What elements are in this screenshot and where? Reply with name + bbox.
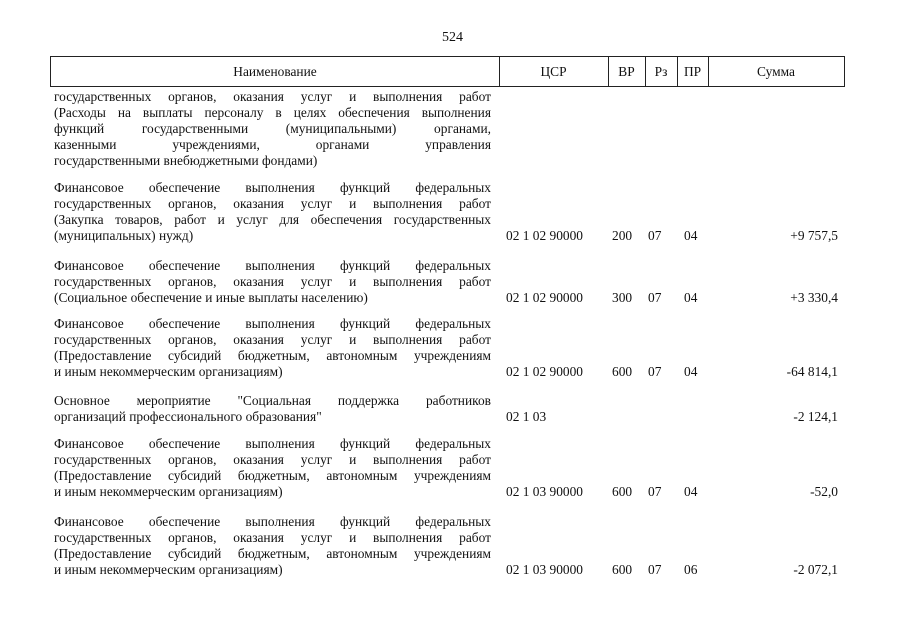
- row-name: [54, 316, 491, 380]
- row-name-line: и иным некоммерческим организациям): [54, 562, 283, 577]
- header-rz: Рз: [654, 64, 668, 79]
- row-name-line: государственных органов, оказания услуг и выполнения работ: [54, 274, 491, 289]
- row-csr: 02 1 03 90000: [506, 562, 583, 577]
- row-name-line: государственных органов, оказания услуг и выполнения работ: [54, 196, 491, 211]
- row-vr: 300: [612, 290, 633, 305]
- row-name: [54, 89, 491, 169]
- row-name-line: государственных органов, оказания услуг и выполнения работ: [54, 89, 491, 104]
- row-pr: 06: [684, 562, 698, 577]
- row-pr: 04: [684, 290, 698, 305]
- row-name-line: (Расходы на выплаты персоналу в целях обеспечения выполнения: [54, 105, 491, 120]
- header-csr: ЦСР: [540, 64, 567, 79]
- row-pr: 04: [684, 228, 698, 243]
- row-name: [54, 180, 491, 244]
- row-csr: 02 1 02 90000: [506, 228, 583, 243]
- row-name: [54, 436, 491, 500]
- row-name-line: (Закупка товаров, работ и услуг для обеспечения государственных: [54, 212, 491, 227]
- row-csr: 02 1 03 90000: [506, 484, 583, 499]
- row-rz: 07: [648, 364, 662, 379]
- row-name-line: Финансовое обеспечение выполнения функций федеральных: [54, 258, 491, 273]
- row-name: [54, 514, 491, 578]
- page-number: 524: [442, 30, 463, 45]
- header-pr: ПР: [683, 64, 702, 79]
- row-name: [54, 258, 491, 306]
- header-vr: ВР: [618, 64, 635, 79]
- row-rz: 07: [648, 562, 662, 577]
- row-name-line: государственных органов, оказания услуг и выполнения работ: [54, 452, 491, 467]
- row-name-line: государственных органов, оказания услуг и выполнения работ: [54, 530, 491, 545]
- row-sum: -52,0: [810, 484, 838, 499]
- row-name: [54, 393, 491, 425]
- row-sum: +3 330,4: [790, 290, 838, 305]
- row-name-line: (муниципальных) нужд): [54, 228, 194, 243]
- row-vr: 600: [612, 562, 633, 577]
- table-header: [50, 56, 845, 87]
- row-name-line: функций государственными (муниципальными) органами,: [54, 121, 491, 136]
- header-name: Наименование: [233, 64, 317, 79]
- row-name-line: Финансовое обеспечение выполнения функций федеральных: [54, 180, 491, 195]
- row-sum: +9 757,5: [790, 228, 838, 243]
- row-vr: 200: [612, 228, 633, 243]
- row-name-line: и иным некоммерческим организациям): [54, 364, 283, 379]
- row-name-line: (Предоставление субсидий бюджетным, автономным учреждениям: [54, 468, 491, 483]
- row-name-line: (Предоставление субсидий бюджетным, автономным учреждениям: [54, 348, 491, 363]
- row-name-line: государственными внебюджетными фондами): [54, 153, 318, 168]
- row-sum: -64 814,1: [786, 364, 838, 379]
- row-csr: 02 1 02 90000: [506, 364, 583, 379]
- row-sum: -2 072,1: [793, 562, 838, 577]
- row-name-line: (Социальное обеспечение и иные выплаты населению): [54, 290, 368, 305]
- row-name-line: Финансовое обеспечение выполнения функций федеральных: [54, 514, 491, 529]
- row-name-line: (Предоставление субсидий бюджетным, автономным учреждениям: [54, 546, 491, 561]
- header-sum: Сумма: [757, 64, 795, 79]
- row-name-line: и иным некоммерческим организациям): [54, 484, 283, 499]
- row-csr: 02 1 02 90000: [506, 290, 583, 305]
- row-name-line: Финансовое обеспечение выполнения функций федеральных: [54, 436, 491, 451]
- row-name-line: государственных органов, оказания услуг и выполнения работ: [54, 332, 491, 347]
- row-vr: 600: [612, 364, 633, 379]
- row-name-line: Финансовое обеспечение выполнения функций федеральных: [54, 316, 491, 331]
- row-pr: 04: [684, 364, 698, 379]
- row-csr: 02 1 03: [506, 409, 547, 424]
- row-pr: 04: [684, 484, 698, 499]
- row-vr: 600: [612, 484, 633, 499]
- row-name-line: организаций профессионального образования": [54, 409, 322, 424]
- row-name-line: Основное мероприятие "Социальная поддержка работников: [54, 393, 491, 408]
- row-rz: 07: [648, 484, 662, 499]
- row-rz: 07: [648, 290, 662, 305]
- row-rz: 07: [648, 228, 662, 243]
- row-name-line: казенными учреждениями, органами управления: [54, 137, 491, 152]
- row-sum: -2 124,1: [793, 409, 838, 424]
